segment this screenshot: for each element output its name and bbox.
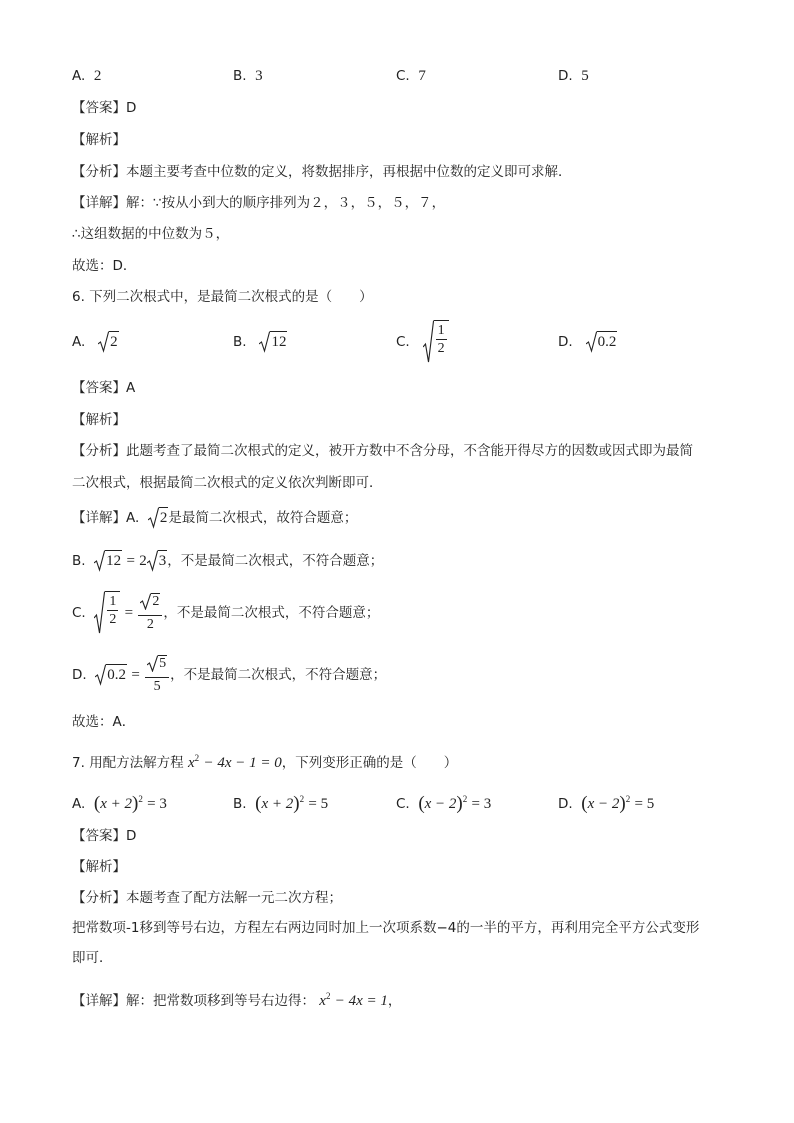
q5-option-d: D. 5 <box>558 68 589 84</box>
q6-answer: 【答案】A <box>72 380 136 396</box>
radical-sign-icon <box>94 591 105 635</box>
radical-sign-icon <box>148 507 159 529</box>
radical-sign-icon <box>98 331 109 353</box>
q5-detail-line-2: ∴这组数据的中位数为５， <box>72 226 230 242</box>
q5-option-a: A. 2 <box>72 68 102 84</box>
q5-conclusion: 故选：D． <box>72 258 137 274</box>
radical-sign-icon <box>95 664 106 686</box>
q7-analysis-line-1: 把常数项-1移到等号右边，方程左右两边同时加上一次项系数−4的一半的平方，再利用完全平方公式变形 <box>72 920 700 936</box>
q5-analysis: 【分析】本题主要考查中位数的定义，将数据排序，再根据中位数的定义即可求解． <box>72 164 572 180</box>
radical-sign-icon <box>259 331 270 353</box>
q6-stem: 6. 下列二次根式中，是最简二次根式的是（ ） <box>72 289 373 305</box>
radical-sign-icon <box>94 550 105 572</box>
q7-detail: 【详解】解：把常数项移到等号右边得： $x^2 - 4x = 1$， <box>72 991 402 1009</box>
q7-jiexi-label: 【解析】 <box>72 859 126 875</box>
q7-option-c: C. $(x - 2)^2 = 3$ <box>396 793 492 814</box>
q6-conclusion: 故选：A． <box>72 714 136 730</box>
q6-detail-a: 【详解】A. 2 是最简二次根式，故符合题意； <box>72 507 357 529</box>
q6-jiexi-label: 【解析】 <box>72 412 126 428</box>
q6-detail-d: D. 0.2 = $\frac{5}{5}$ ，不是最简二次根式，不符合题意； <box>72 656 387 694</box>
q6-option-c: C. $\frac{1}{2}$ <box>396 320 449 364</box>
q7-analysis: 【分析】本题考查了配方法解一元二次方程； <box>72 890 342 906</box>
q6-analysis-line-1: 【分析】此题考查了最简二次根式的定义，被开方数中不含分母，不含能开得尽方的因数或因式即为最简 <box>72 443 693 459</box>
q6-analysis-line-2: 二次根式，根据最简二次根式的定义依次判断即可． <box>72 475 383 491</box>
q5-jiexi-label: 【解析】 <box>72 132 126 148</box>
radical-sign-icon <box>147 655 158 677</box>
radical-sign-icon <box>140 593 151 615</box>
q7-option-a: A. $(x + 2)^2 = 3$ <box>72 793 167 814</box>
q6-detail-c: C. $\frac{1}{2}$ = $\frac{2}{2}$ ，不是最简二次根式，不符合题意； <box>72 591 379 635</box>
q6-option-a: A. 2 <box>72 331 119 353</box>
q5-answer: 【答案】D <box>72 100 137 116</box>
q6-option-d: D. 0.2 <box>558 331 617 353</box>
q7-option-b: B. $(x + 2)^2 = 5$ <box>233 793 329 814</box>
q5-option-b: B. 3 <box>233 68 263 84</box>
q7-answer: 【答案】D <box>72 828 137 844</box>
q7-stem: 7. 用配方法解方程 $x^2 - 4x - 1 = 0$，下列变形正确的是（ ） <box>72 753 458 771</box>
radical-sign-icon <box>586 331 597 353</box>
q6-option-b: B. 12 <box>233 331 287 353</box>
radical-sign-icon <box>423 320 434 364</box>
q5-option-c: C. 7 <box>396 68 426 84</box>
q6-detail-b: B. 12 = 2 3 ，不是最简二次根式，不符合题意； <box>72 550 383 572</box>
q7-analysis-line-2: 即可． <box>72 950 113 966</box>
q7-option-d: D. $(x - 2)^2 = 5$ <box>558 793 655 814</box>
q5-detail-line-1: 【详解】解：∵按从小到大的顺序排列为２，３，５，５，７， <box>72 195 446 211</box>
radical-sign-icon <box>147 550 158 572</box>
